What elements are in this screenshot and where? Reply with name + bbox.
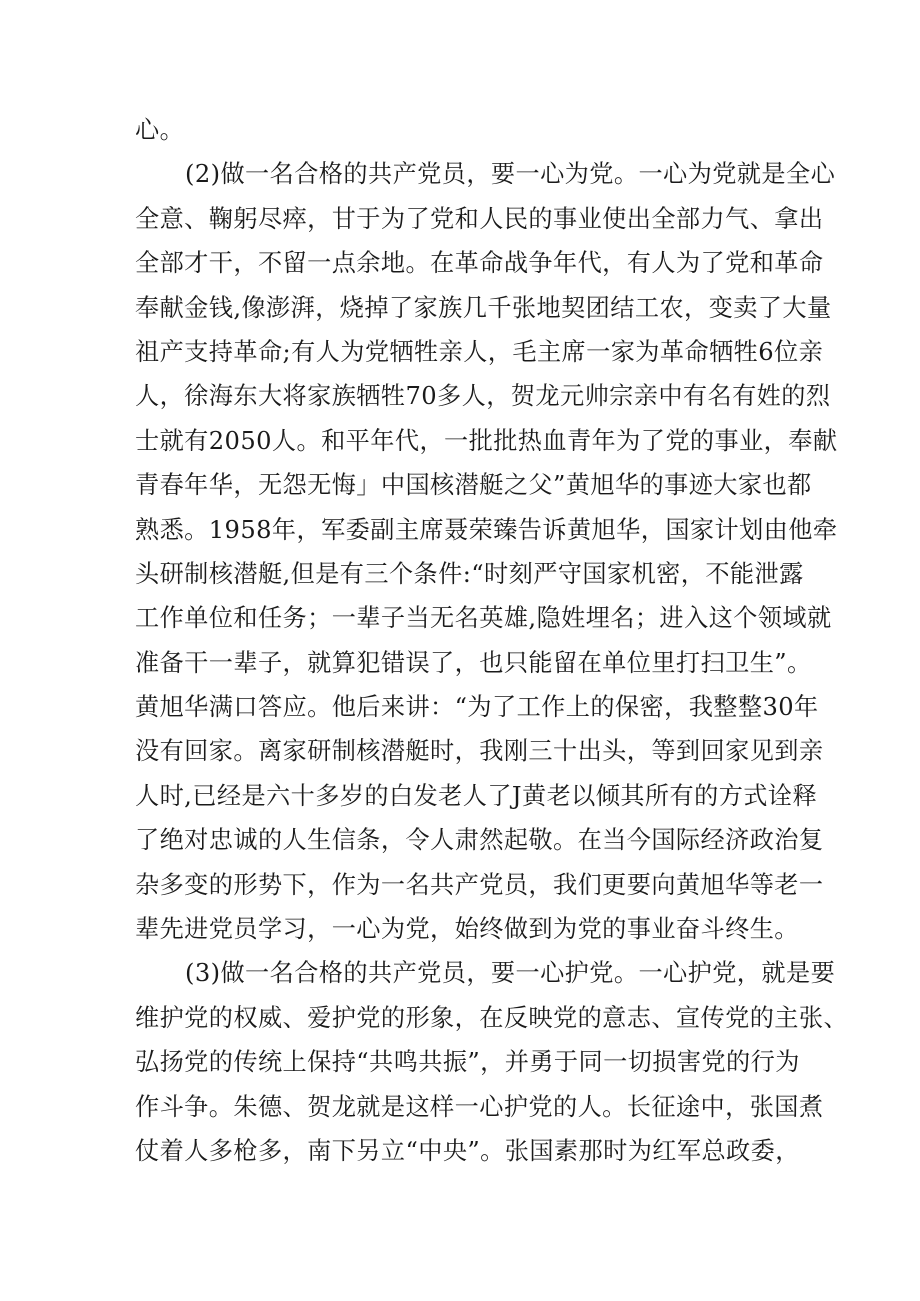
text-line: 全部才干，不留一点余地。在革命战争年代，有人为了党和革命 bbox=[135, 249, 824, 278]
text-line: 全意、鞠躬尽瘁，甘于为了党和人民的事业使出全部力气、拿出 bbox=[135, 204, 824, 233]
text-line: 头研制核潜艇,但是有三个条件:“时刻严守国家机密，不能泄露 bbox=[135, 559, 804, 588]
text-line: 了绝对忠诚的人生信条，令人肃然起敬。在当今国际经济政治复 bbox=[135, 826, 824, 855]
text-line: (2)做一名合格的共产党员，要一心为党。一心为党就是全心 bbox=[185, 160, 836, 189]
text-line: 人，徐海东大将家族牺牲70多人，贺龙元帅宗亲中有名有姓的烈 bbox=[135, 382, 831, 411]
text-line: 士就有2050人。和平年代，一批批热血青年为了党的事业，奉献 bbox=[135, 426, 838, 455]
text-line: 准备干一辈子，就算犯错误了，也只能留在单位里打扫卫生”。 bbox=[135, 648, 812, 677]
text-line: (3)做一名合格的共产党员，要一心护党。一心护党，就是要 bbox=[185, 959, 836, 988]
text-line: 心。 bbox=[135, 116, 185, 144]
text-line: 青春年华，无怨无悔」中国核潜艇之父”黄旭华的事迹大家也都 bbox=[135, 471, 812, 500]
text-line: 奉献金钱,像澎湃，烧掉了家族几千张地契团结工农，变卖了大量 bbox=[135, 293, 832, 322]
text-line: 工作单位和任务；一辈子当无名英雄,隐姓埋名；进入这个领域就 bbox=[135, 604, 832, 633]
text-line: 仗着人多枪多，南下另立“中央”。张国素那时为红军总政委， bbox=[135, 1136, 800, 1165]
text-line: 维护党的权威、爱护党的形象，在反映党的意志、宣传党的主张、 bbox=[135, 1003, 849, 1032]
text-line: 杂多变的形势下，作为一名共产党员，我们更要向黄旭华等老一 bbox=[135, 870, 824, 899]
text-line: 辈先进党员学习，一心为党，始终做到为党的事业奋斗终生。 bbox=[135, 915, 799, 944]
text-line: 弘扬党的传统上保持“共鸣共振”，并勇于同一切损害党的行为 bbox=[135, 1048, 800, 1077]
text-line: 黄旭华满口答应。他后来讲：“为了工作上的保密，我整整30年 bbox=[135, 693, 819, 722]
text-line: 祖产支持革命;有人为党牺牲亲人，毛主席一家为革命牺牲6位亲 bbox=[135, 337, 824, 366]
document-body bbox=[135, 108, 849, 1173]
text-line: 熟悉。1958年，军委副主席聂荣臻告诉黄旭华，国家计划由他牵 bbox=[135, 515, 838, 544]
text-line: 没有回家。离家研制核潜艇时，我刚三十出头，等到回家见到亲 bbox=[135, 737, 824, 766]
text-line: 人时,已经是六十多岁的白发老人了J黄老以倾其所有的方式诠释 bbox=[135, 781, 818, 810]
text-line: 作斗争。朱德、贺龙就是这样一心护党的人。长征途中，张国煮 bbox=[135, 1092, 824, 1121]
